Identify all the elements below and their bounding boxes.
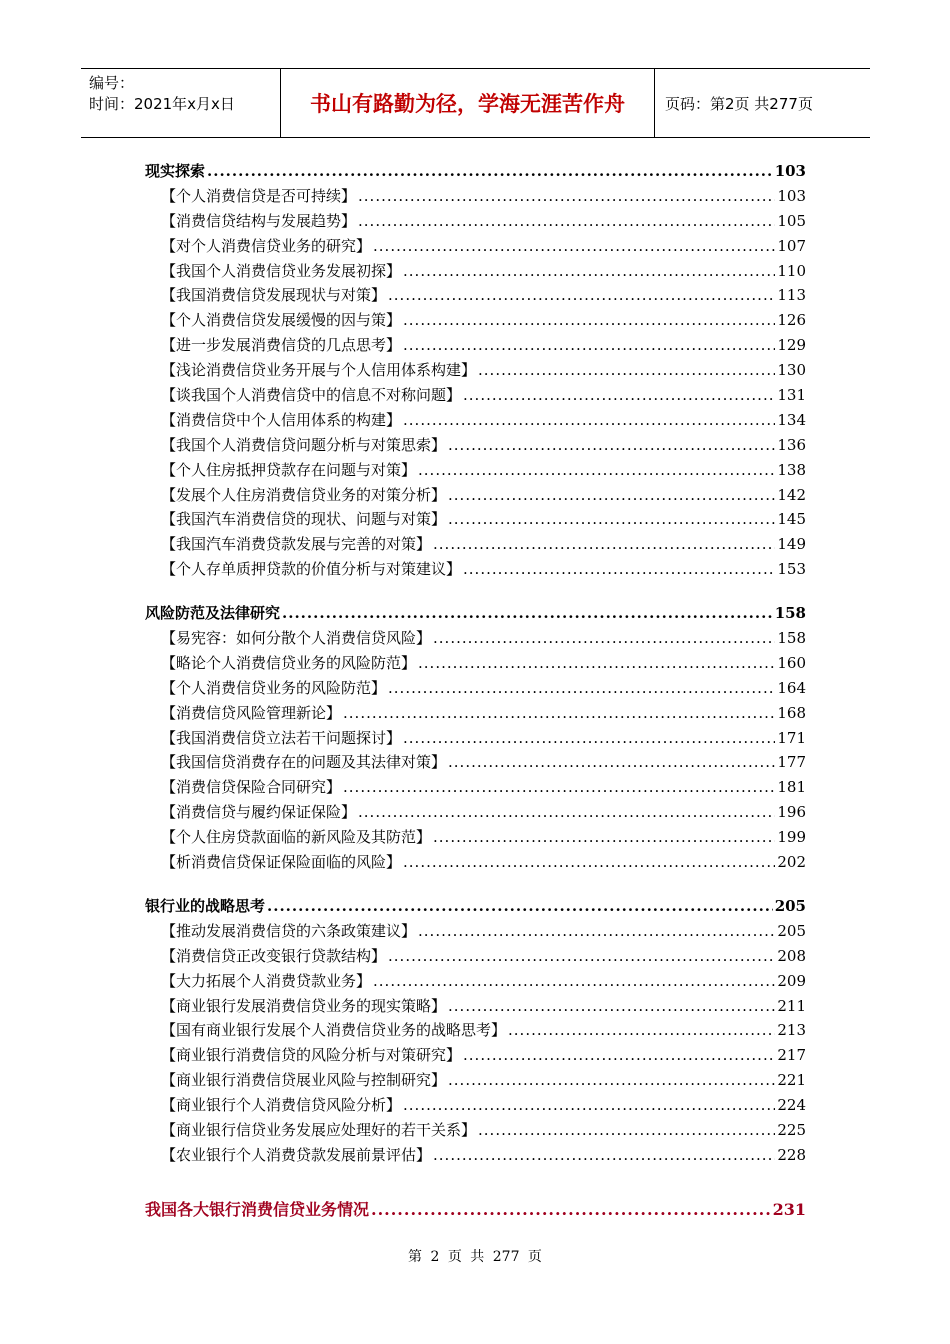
date-label: 时间：2021年x月x日 — [89, 95, 235, 113]
toc-entry-page: 168 — [777, 703, 806, 722]
toc-entry-title: 【消费信贷正改变银行贷款结构】 — [161, 946, 387, 965]
toc-section[interactable] — [145, 602, 806, 627]
toc-entry-page: 225 — [777, 1120, 806, 1139]
toc-entry[interactable] — [145, 359, 806, 384]
toc-entry[interactable] — [145, 970, 806, 995]
toc-entry[interactable] — [145, 558, 806, 583]
toc-entry-page: 199 — [777, 828, 806, 847]
toc-entry-page: 103 — [774, 162, 806, 180]
toc-entry[interactable] — [145, 334, 806, 359]
toc-entry-title: 我国各大银行消费信贷业务情况 — [145, 1199, 370, 1219]
toc-leader-dots — [403, 729, 775, 747]
toc-leader-dots — [403, 336, 775, 354]
toc-entry[interactable] — [145, 920, 806, 945]
toc-entry-title: 【我国个人消费信贷业务发展初探】 — [161, 261, 402, 280]
toc-entry[interactable] — [145, 1069, 806, 1094]
toc-entry-title: 【消费信贷保险合同研究】 — [161, 778, 342, 797]
table-of-contents — [145, 160, 806, 1222]
page-footer: 第 2 页 共 277 页 — [408, 1249, 542, 1265]
toc-entry-page: 149 — [777, 535, 806, 554]
toc-entry-page: 209 — [777, 971, 806, 990]
toc-entry-page: 107 — [777, 236, 806, 255]
toc-entry[interactable] — [145, 185, 806, 210]
toc-entry-page: 129 — [777, 336, 806, 355]
toc-entry[interactable] — [145, 995, 806, 1020]
toc-entry-page: 217 — [777, 1046, 806, 1065]
toc-entry-page: 205 — [774, 896, 806, 915]
toc-leader-dots — [358, 187, 775, 205]
toc-entry-title: 【略论个人消费信贷业务的风险防范】 — [161, 653, 417, 672]
toc-entry-title: 【我国汽车消费贷款发展与完善的对策】 — [161, 535, 432, 554]
toc-leader-dots — [433, 1146, 775, 1164]
toc-entry[interactable] — [145, 702, 806, 727]
toc-entry-title: 现实探索 — [145, 162, 206, 180]
toc-entry-page: 110 — [777, 261, 806, 280]
toc-entry-title: 【进一步发展消费信贷的几点思考】 — [161, 336, 402, 355]
toc-entry[interactable] — [145, 235, 806, 260]
toc-entry[interactable] — [145, 1094, 806, 1119]
toc-entry-title: 【我国个人消费信贷问题分析与对策思索】 — [161, 435, 447, 454]
toc-entry-title: 【浅论消费信贷业务开展与个人信用体系构建】 — [161, 361, 477, 380]
toc-entry-page: 231 — [772, 1199, 806, 1219]
toc-leader-dots — [343, 778, 775, 796]
toc-entry-page: 158 — [774, 604, 806, 623]
toc-entry[interactable] — [145, 1019, 806, 1044]
toc-entry-page: 208 — [777, 946, 806, 965]
toc-entry-title: 【我国信贷消费存在的问题及其法律对策】 — [161, 753, 447, 772]
toc-leader-dots — [463, 560, 775, 578]
toc-entry[interactable] — [145, 776, 806, 801]
toc-entry-title: 【农业银行个人消费贷款发展前景评估】 — [161, 1145, 432, 1164]
toc-entry-page: 196 — [777, 803, 806, 822]
toc-entry[interactable] — [145, 851, 806, 876]
toc-entry-page: 164 — [777, 678, 806, 697]
toc-entry[interactable] — [145, 801, 806, 826]
toc-entry-title: 【推动发展消费信贷的六条政策建议】 — [161, 921, 417, 940]
header-meta — [81, 69, 281, 137]
toc-leader-dots — [418, 461, 775, 479]
toc-entry-title: 【谈我国个人消费信贷中的信息不对称问题】 — [161, 386, 462, 405]
toc-entry[interactable] — [145, 627, 806, 652]
toc-entry[interactable] — [145, 459, 806, 484]
toc-entry-page: 211 — [777, 996, 806, 1015]
toc-section[interactable] — [145, 1197, 806, 1222]
toc-entry-title: 【发展个人住房消费信贷业务的对策分析】 — [161, 485, 447, 504]
toc-entry[interactable] — [145, 409, 806, 434]
toc-entry-title: 【我国消费信贷立法若干问题探讨】 — [161, 728, 402, 747]
toc-leader-dots — [448, 510, 775, 528]
toc-entry-title: 【商业银行发展消费信贷业务的现实策略】 — [161, 996, 447, 1015]
toc-leader-dots — [388, 679, 775, 697]
toc-entry-title: 【我国汽车消费信贷的现状、问题与对策】 — [161, 510, 447, 529]
toc-leader-dots — [373, 237, 775, 255]
toc-leader-dots — [388, 947, 775, 965]
toc-entry-page: 105 — [777, 211, 806, 230]
toc-leader-dots — [403, 411, 775, 429]
toc-leader-dots — [448, 486, 775, 504]
toc-entry-page: 130 — [777, 361, 806, 380]
toc-entry[interactable] — [145, 284, 806, 309]
toc-leader-dots — [403, 853, 775, 871]
toc-leader-dots — [403, 262, 775, 280]
toc-entry-page: 160 — [777, 653, 806, 672]
toc-leader-dots — [463, 1046, 775, 1064]
toc-entry-page: 153 — [777, 560, 806, 579]
toc-entry[interactable] — [145, 260, 806, 285]
toc-leader-dots — [343, 704, 775, 722]
toc-entry-title: 【我国消费信贷发展现状与对策】 — [161, 286, 387, 305]
toc-section[interactable] — [145, 895, 806, 920]
toc-entry-title: 【大力拓展个人消费贷款业务】 — [161, 971, 372, 990]
toc-entry-title: 【析消费信贷保证保险面临的风险】 — [161, 853, 402, 872]
toc-entry[interactable] — [145, 945, 806, 970]
toc-leader-dots — [433, 828, 775, 846]
toc-entry-title: 【个人存单质押贷款的价值分析与对策建议】 — [161, 560, 462, 579]
toc-entry[interactable] — [145, 434, 806, 459]
toc-entry-title: 【商业银行信贷业务发展应处理好的若干关系】 — [161, 1120, 477, 1139]
toc-entry-page: 228 — [777, 1145, 806, 1164]
toc-entry-title: 【个人消费信贷是否可持续】 — [161, 186, 357, 205]
toc-section[interactable] — [145, 160, 806, 185]
toc-entry-title: 风险防范及法律研究 — [145, 604, 281, 623]
toc-entry[interactable] — [145, 826, 806, 851]
toc-leader-dots — [448, 997, 775, 1015]
toc-entry-title: 【个人消费信贷发展缓慢的因与策】 — [161, 311, 402, 330]
toc-entry-page: 138 — [777, 460, 806, 479]
toc-entry-page: 142 — [777, 485, 806, 504]
toc-entry-page: 103 — [777, 186, 806, 205]
toc-entry-page: 181 — [777, 778, 806, 797]
toc-entry-page: 145 — [777, 510, 806, 529]
toc-entry-title: 【消费信贷与履约保证保险】 — [161, 803, 357, 822]
header-page-info: 页码：第2页 共277页 — [665, 94, 813, 113]
toc-entry-title: 【消费信贷中个人信用体系的构建】 — [161, 410, 402, 429]
toc-entry[interactable] — [145, 1044, 806, 1069]
toc-entry[interactable] — [145, 384, 806, 409]
toc-entry-page: 177 — [777, 753, 806, 772]
toc-leader-dots — [371, 1200, 771, 1219]
toc-entry[interactable] — [145, 533, 806, 558]
toc-entry[interactable] — [145, 309, 806, 334]
toc-entry-page: 136 — [777, 435, 806, 454]
toc-leader-dots — [358, 212, 775, 230]
toc-leader-dots — [267, 897, 773, 915]
toc-leader-dots — [388, 286, 775, 304]
toc-entry[interactable] — [145, 1144, 806, 1169]
toc-entry-title: 【商业银行消费信贷的风险分析与对策研究】 — [161, 1046, 462, 1065]
page-header — [81, 68, 870, 138]
toc-entry-title: 【个人住房贷款面临的新风险及其防范】 — [161, 828, 432, 847]
toc-entry-page: 224 — [777, 1096, 806, 1115]
toc-entry-page: 126 — [777, 311, 806, 330]
toc-leader-dots — [448, 436, 775, 454]
toc-entry[interactable] — [145, 652, 806, 677]
toc-entry-title: 【商业银行消费信贷展业风险与控制研究】 — [161, 1071, 447, 1090]
toc-leader-dots — [358, 803, 775, 821]
toc-leader-dots — [463, 386, 775, 404]
toc-entry[interactable] — [145, 210, 806, 235]
toc-entry-page: 134 — [777, 410, 806, 429]
toc-entry-title: 【国有商业银行发展个人消费信贷业务的战略思考】 — [161, 1021, 507, 1040]
toc-entry-page: 131 — [777, 386, 806, 405]
toc-leader-dots — [448, 753, 775, 771]
toc-leader-dots — [478, 1121, 775, 1139]
toc-leader-dots — [433, 629, 775, 647]
toc-entry[interactable] — [145, 727, 806, 752]
toc-entry-title: 银行业的战略思考 — [145, 896, 266, 915]
toc-entry[interactable] — [145, 508, 806, 533]
toc-entry-page: 158 — [777, 629, 806, 648]
toc-entry-title: 【个人消费信贷业务的风险防范】 — [161, 678, 387, 697]
toc-entry-page: 221 — [777, 1071, 806, 1090]
toc-entry-title: 【消费信贷风险管理新论】 — [161, 703, 342, 722]
toc-leader-dots — [433, 535, 775, 553]
toc-leader-dots — [418, 922, 775, 940]
toc-leader-dots — [448, 1071, 775, 1089]
toc-entry-page: 202 — [777, 853, 806, 872]
toc-entry-page: 213 — [777, 1021, 806, 1040]
toc-entry[interactable] — [145, 484, 806, 509]
toc-entry-page: 171 — [777, 728, 806, 747]
toc-entry[interactable] — [145, 751, 806, 776]
toc-entry[interactable] — [145, 1119, 806, 1144]
toc-leader-dots — [207, 162, 773, 180]
toc-leader-dots — [403, 1096, 775, 1114]
toc-entry-title: 【个人住房抵押贷款存在问题与对策】 — [161, 460, 417, 479]
number-label: 编号： — [89, 74, 135, 92]
toc-entry[interactable] — [145, 677, 806, 702]
toc-leader-dots — [508, 1021, 775, 1039]
toc-leader-dots — [418, 654, 775, 672]
toc-leader-dots — [478, 361, 775, 379]
toc-leader-dots — [373, 972, 775, 990]
toc-entry-title: 【对个人消费信贷业务的研究】 — [161, 236, 372, 255]
toc-leader-dots — [282, 604, 773, 622]
header-motto: 书山有路勤为径，学海无涯苦作舟 — [281, 69, 655, 137]
toc-entry-title: 【易宪容：如何分散个人消费信贷风险】 — [161, 629, 432, 648]
toc-entry-title: 【消费信贷结构与发展趋势】 — [161, 211, 357, 230]
toc-leader-dots — [403, 311, 775, 329]
toc-entry-title: 【商业银行个人消费信贷风险分析】 — [161, 1096, 402, 1115]
toc-entry-page: 113 — [777, 286, 806, 305]
toc-entry-page: 205 — [777, 921, 806, 940]
